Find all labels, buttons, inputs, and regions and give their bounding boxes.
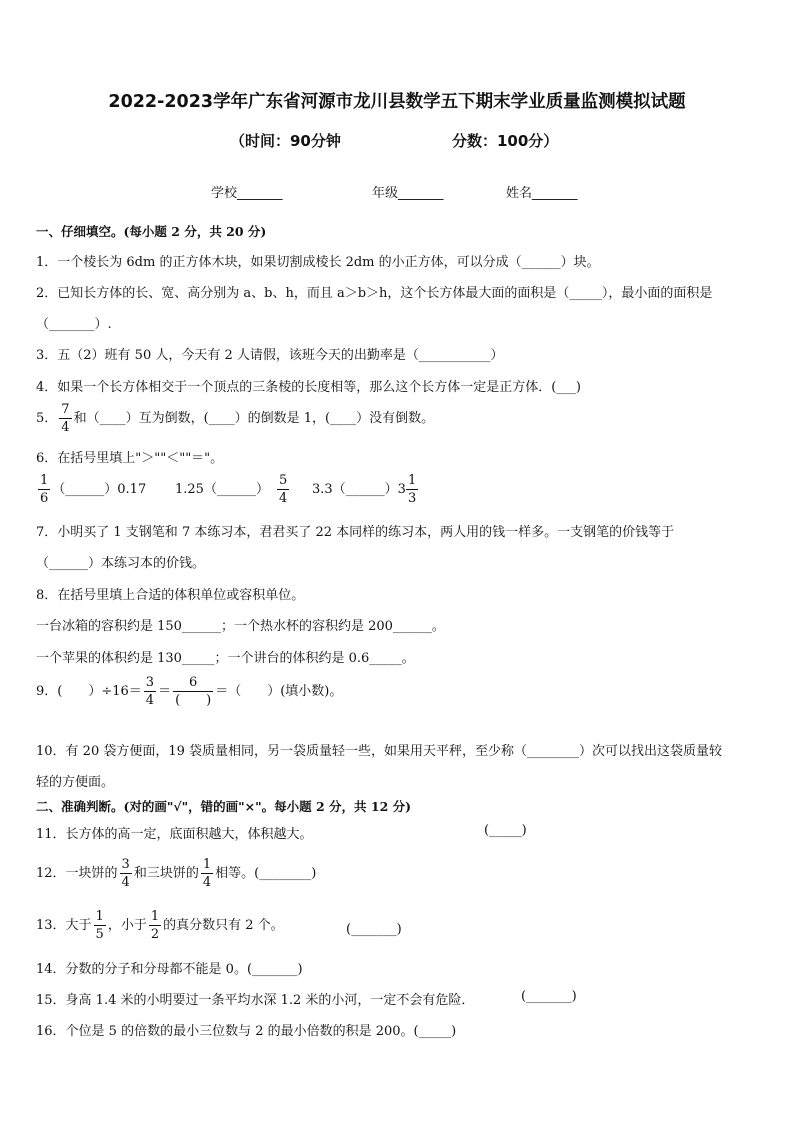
numerator: 1 bbox=[202, 857, 212, 872]
question-13-blank: (_______) bbox=[346, 922, 402, 937]
question-4: 4．如果一个长方体相交于一个顶点的三条棱的长度相等，那么这个长方体一定是正方体．(___) bbox=[36, 380, 581, 395]
question-12-middle: 和三块饼的 bbox=[133, 866, 199, 881]
section2-heading: 二、准确判断。(对的画"√"，错的画"×"。每小题 2 分，共 12 分) bbox=[36, 799, 412, 814]
numerator: 1 bbox=[40, 473, 49, 488]
question-7-line1: 7．小明买了 1 支钢笔和 7 本练习本，君君买了 22 本同样的练习本，两人用的钱一样多。一支钢笔的价钱等于 bbox=[36, 525, 675, 540]
denominator: 5 bbox=[95, 927, 104, 942]
question-6-item-a bbox=[36, 474, 146, 505]
exam-score: 分数：100分） bbox=[452, 132, 559, 150]
question-6-c-text: 3.3（______）3 bbox=[312, 482, 406, 497]
question-5-text: 和（____）互为倒数，(____）的倒数是 1，(____）没有倒数。 bbox=[73, 411, 435, 426]
question-5 bbox=[36, 403, 434, 434]
question-7-line2: （______）本练习本的价钱。 bbox=[36, 556, 206, 571]
question-6-a-text: （______）0.17 bbox=[52, 482, 147, 497]
denominator: 4 bbox=[121, 875, 130, 890]
question-8-line1: 一台冰箱的容积约是 150______；一个热水杯的容积约是 200______。 bbox=[36, 619, 445, 634]
question-12 bbox=[36, 858, 316, 889]
question-10-line1: 10．有 20 袋方便面，19 袋质量相同，另一袋质量轻一些，如果用天平秤，至少称（________）次可以找出这袋质量较 bbox=[36, 744, 723, 759]
question-8: 8．在括号里填上合适的体积单位或容积单位。 bbox=[36, 588, 305, 603]
question-15: 15．身高 1.4 米的小明要过一条平均水深 1.2 米的小河，一定不会有危险． bbox=[36, 993, 475, 1008]
numerator: 3 bbox=[121, 857, 130, 872]
fraction-1-3 bbox=[406, 474, 418, 505]
question-3: 3．五（2）班有 50 人，今天有 2 人请假，该班今天的出勤率是（___________） bbox=[36, 348, 504, 363]
fraction-1-5 bbox=[94, 910, 106, 941]
section1-heading: 一、仔细填空。(每小题 2 分，共 20 分) bbox=[36, 224, 267, 239]
question-11: 11．长方体的高一定，底面积越大，体积越大。 bbox=[36, 827, 313, 842]
school-field: 学校_______ bbox=[211, 186, 283, 201]
question-10-line2: 轻的方便面。 bbox=[36, 775, 115, 790]
question-5-number: 5． bbox=[36, 411, 58, 426]
denominator: 4 bbox=[145, 693, 155, 708]
fraction-1-4 bbox=[201, 858, 213, 889]
question-6-b-text: 1.25（______） bbox=[175, 482, 269, 497]
numerator: 3 bbox=[145, 675, 155, 690]
numerator: 1 bbox=[150, 909, 160, 924]
denominator: 4 bbox=[278, 491, 288, 506]
denominator-blank: ( ) bbox=[175, 693, 212, 708]
question-1: 1．一个棱长为 6dm 的正方体木块，如果切割成棱长 2dm 的小正方体，可以分成（______）块。 bbox=[36, 255, 600, 270]
numerator: 7 bbox=[61, 402, 70, 417]
question-13-start: 13．大于 bbox=[36, 918, 92, 933]
denominator: 2 bbox=[150, 927, 160, 942]
question-9 bbox=[36, 676, 342, 707]
question-6-item-b bbox=[175, 474, 291, 505]
question-2-line2: （_______）. bbox=[36, 317, 112, 332]
fraction-1-6 bbox=[38, 474, 50, 505]
exam-time: （时间：90分钟 bbox=[230, 132, 341, 150]
question-6: 6．在括号里填上"＞""＜""＝"。 bbox=[36, 451, 224, 466]
fraction-6-blank bbox=[173, 676, 213, 707]
numerator: 5 bbox=[278, 473, 288, 488]
fraction-3-4 bbox=[144, 676, 156, 707]
question-8-line2: 一个苹果的体积约是 130_____；一个讲台的体积约是 0.6_____。 bbox=[36, 651, 415, 666]
denominator: 6 bbox=[40, 491, 49, 506]
question-14: 14．分数的分子和分母都不能是 0。(_______) bbox=[36, 962, 303, 977]
question-13 bbox=[36, 910, 284, 941]
question-12-end: 相等。(________) bbox=[215, 866, 317, 881]
fraction-1-2 bbox=[149, 910, 161, 941]
grade-field: 年级_______ bbox=[372, 186, 444, 201]
question-16: 16．个位是 5 的倍数的最小三位数与 2 的最小倍数的积是 200。(_____) bbox=[36, 1024, 457, 1039]
denominator: 4 bbox=[61, 420, 70, 435]
page-title: 2022-2023学年广东省河源市龙川县数学五下期末学业质量监测模拟试题 bbox=[108, 92, 686, 112]
denominator: 4 bbox=[202, 875, 212, 890]
question-15-blank: (_______) bbox=[521, 989, 577, 1004]
question-13-end: 的真分数只有 2 个。 bbox=[163, 918, 284, 933]
equals-sign: ＝ bbox=[158, 684, 172, 699]
question-12-start: 12．一块饼的 bbox=[36, 866, 118, 881]
fraction-7-4 bbox=[59, 403, 71, 434]
fraction-5-4 bbox=[277, 474, 289, 505]
question-9-end: ＝（ ）(填小数)。 bbox=[215, 684, 343, 699]
name-field: 姓名_______ bbox=[506, 186, 578, 201]
question-11-blank: (_____) bbox=[484, 823, 527, 838]
numerator: 6 bbox=[189, 675, 198, 690]
numerator: 1 bbox=[95, 909, 104, 924]
denominator: 3 bbox=[407, 491, 417, 506]
numerator: 1 bbox=[407, 473, 417, 488]
question-13-middle: ，小于 bbox=[107, 918, 147, 933]
question-2-line1: 2．已知长方体的长、宽、高分别为 a、b、h，而且 a＞b＞h，这个长方体最大面的面积是（_____），最小面的面积是 bbox=[36, 286, 713, 301]
fraction-3-4 bbox=[120, 858, 132, 889]
question-6-item-c bbox=[312, 474, 420, 505]
question-9-start: 9．( ）÷16＝ bbox=[36, 684, 142, 699]
